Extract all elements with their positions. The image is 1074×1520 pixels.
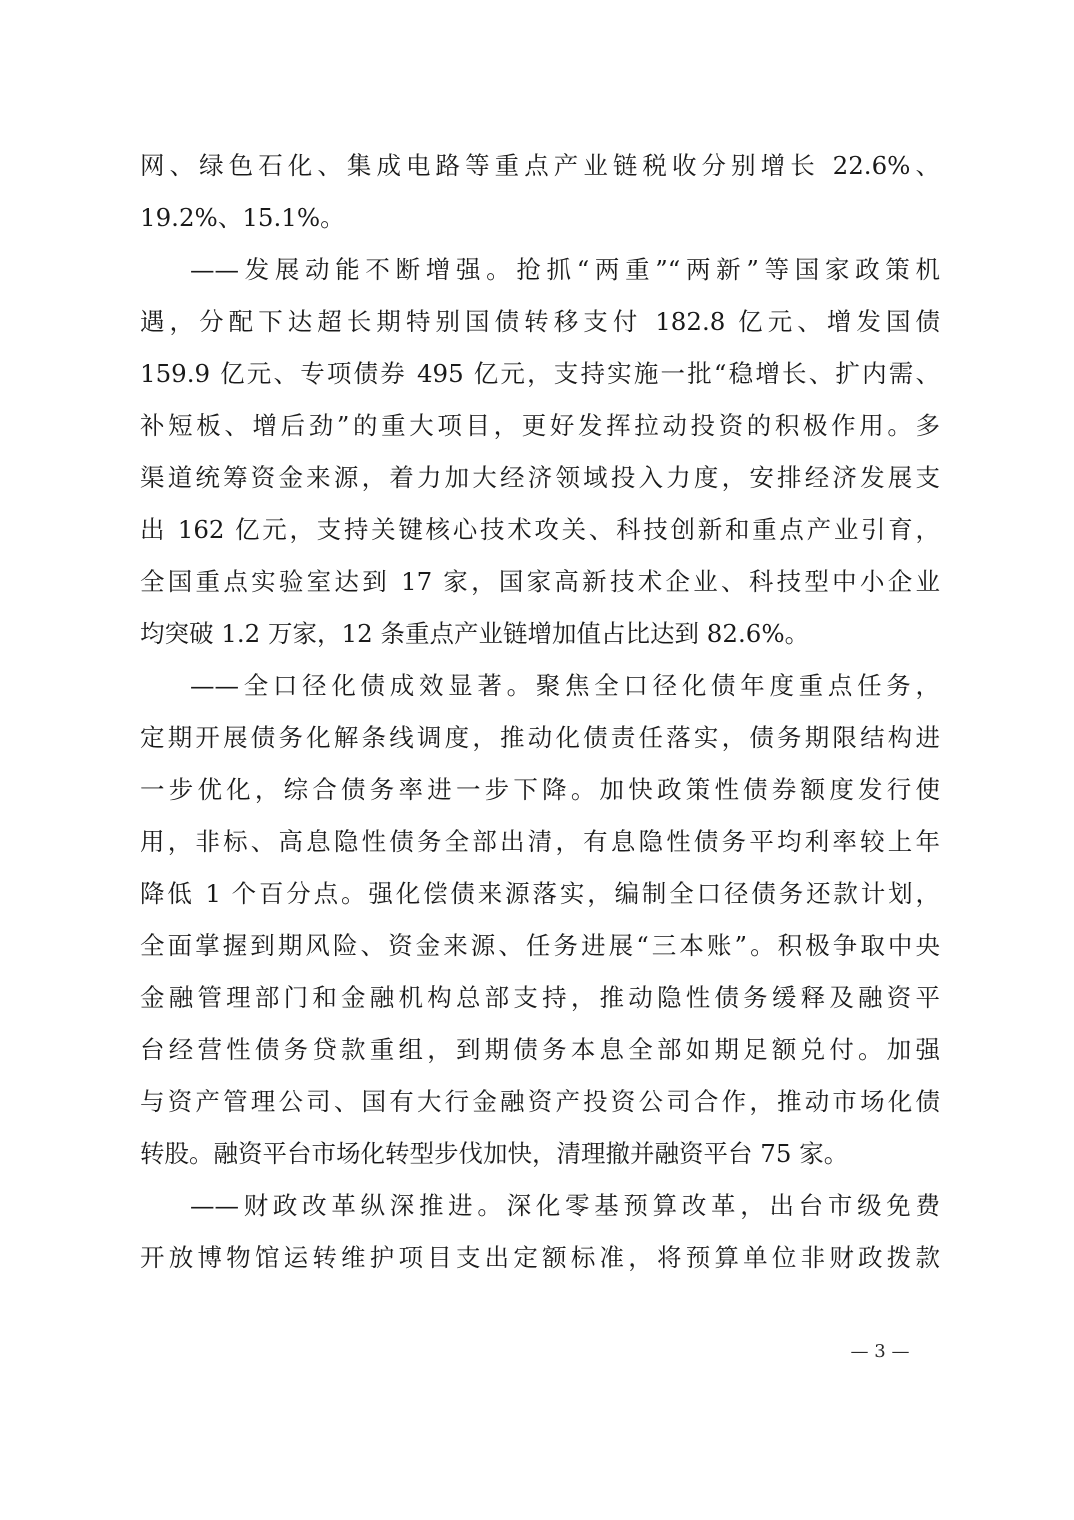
text-line: 全面掌握到期风险、资金来源、任务进展“三本账”。积极争取中央 [140, 931, 940, 960]
text-line: 定期开展债务化解条线调度，推动化债责任落实，债务期限结构进 [140, 723, 940, 752]
text-line: 金融管理部门和金融机构总部支持，推动隐性债务缓释及融资平 [140, 983, 940, 1012]
text-line: 网、绿色石化、集成电路等重点产业链税收分别增长 22.6%、 [140, 151, 940, 180]
text-line: 出 162 亿元，支持关键核心技术攻关、科技创新和重点产业引育， [140, 515, 940, 544]
text-line: 均突破 1.2 万家，12 条重点产业链增加值占比达到 82.6%。 [140, 619, 810, 648]
text-line: 渠道统筹资金来源，着力加大经济领域投入力度，安排经济发展支 [140, 463, 940, 492]
text-line: ——发展动能不断增强。抢抓“两重”“两新”等国家政策机 [190, 255, 940, 284]
text-line: 开放博物馆运转维护项目支出定额标准，将预算单位非财政拨款 [140, 1243, 940, 1272]
body-text [140, 140, 940, 1284]
text-line: 补短板、增后劲”的重大项目，更好发挥拉动投资的积极作用。多 [140, 411, 940, 440]
text-line: 19.2%、15.1%。 [140, 203, 345, 232]
text-line: 转股。融资平台市场化转型步伐加快，清理撤并融资平台 75 家。 [140, 1139, 849, 1168]
text-line: 台经营性债务贷款重组，到期债务本息全部如期足额兑付。加强 [140, 1035, 940, 1064]
text-line: 遇，分配下达超长期特别国债转移支付 182.8 亿元、增发国债 [140, 307, 940, 336]
text-line: 一步优化，综合债务率进一步下降。加快政策性债券额度发行使 [140, 775, 940, 804]
text-line: 与资产管理公司、国有大行金融资产投资公司合作，推动市场化债 [140, 1087, 940, 1116]
text-line: 用，非标、高息隐性债务全部出清，有息隐性债务平均利率较上年 [140, 827, 940, 856]
text-line: ——财政改革纵深推进。深化零基预算改革，出台市级免费 [190, 1191, 940, 1220]
text-line: 159.9 亿元、专项债券 495 亿元，支持实施一批“稳增长、扩内需、 [140, 359, 940, 388]
text-line: 全国重点实验室达到 17 家，国家高新技术企业、科技型中小企业 [140, 567, 940, 596]
text-line: 降低 1 个百分点。强化偿债来源落实，编制全口径债务还款计划， [140, 879, 940, 908]
text-line: ——全口径化债成效显著。聚焦全口径化债年度重点任务， [190, 671, 940, 700]
page-number: — 3 — [850, 1341, 910, 1362]
